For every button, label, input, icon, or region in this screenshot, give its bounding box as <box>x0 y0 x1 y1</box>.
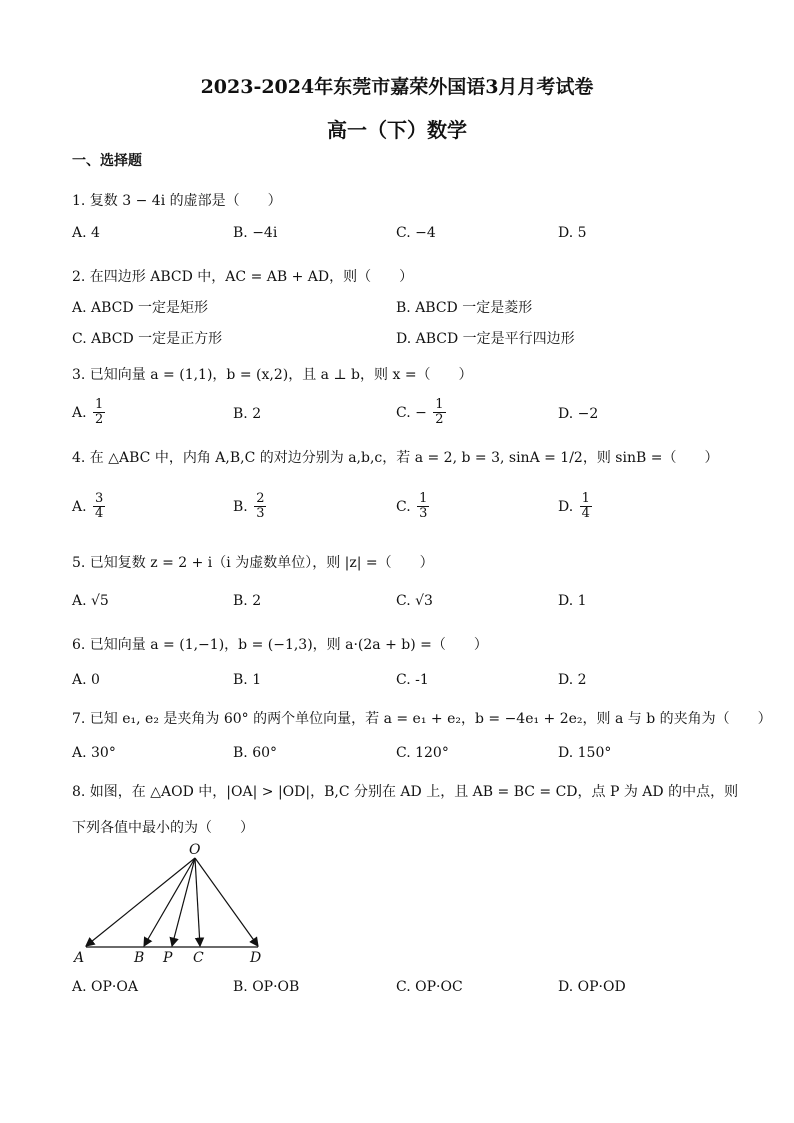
q7-option-a: A. 30° <box>72 745 116 761</box>
q2-option-c: C. ABCD 一定是正方形 <box>72 331 223 347</box>
question-6: 6. 已知向量 a = (1,−1)，b = (−1,3)，则 a·(2a + b) =（ ） <box>72 637 488 653</box>
q7-option-c: C. 120° <box>396 745 449 761</box>
q4-option-a: A. $\frac{3}{4}$ <box>72 491 104 522</box>
q1-option-d: D. 5 <box>558 225 587 241</box>
question-1: 1. 复数 3 − 4i 的虚部是（ ） <box>72 193 282 209</box>
q3-a-fraction: $\frac{1}{2}$ <box>95 397 104 428</box>
exam-subtitle: 高一（下）数学 <box>327 118 467 142</box>
triangle-aod-figure <box>72 838 282 968</box>
q3-option-b: B. 2 <box>233 406 262 422</box>
question-8-line-2: 下列各值中最小的为（ ） <box>72 820 254 836</box>
question-5: 5. 已知复数 z = 2 + i（i 为虚数单位），则 |z| =（ ） <box>72 555 434 571</box>
question-7: 7. 已知 e₁, e₂ 是夹角为 60° 的两个单位向量，若 a = e₁ + e₂，b = −4e₁ + 2e₂，则 a 与 b 的夹角为（ ） <box>72 711 772 727</box>
label-a: A <box>74 950 85 966</box>
q3-option-a: A. $\frac{1}{2}$ <box>72 397 104 428</box>
q1-option-c: C. −4 <box>396 225 436 241</box>
q5-option-c: C. √3 <box>396 593 433 609</box>
q5-option-a: A. √5 <box>72 593 109 609</box>
q4-option-c: C. $\frac{1}{3}$ <box>396 491 428 522</box>
label-c: C <box>193 950 204 966</box>
q6-option-a: A. 0 <box>72 672 100 688</box>
label-o: O <box>189 842 201 858</box>
q2-option-a: A. ABCD 一定是矩形 <box>72 300 209 316</box>
q2-option-d: D. ABCD 一定是平行四边形 <box>396 331 575 347</box>
q7-option-b: B. 60° <box>233 745 278 761</box>
vector-od <box>195 858 258 946</box>
q6-option-c: C. -1 <box>396 672 429 688</box>
q3-option-c: C. − $\frac{1}{2}$ <box>396 397 444 428</box>
q4-option-d: D. $\frac{1}{4}$ <box>558 491 590 522</box>
q3-c-fraction: $\frac{1}{2}$ <box>435 397 444 428</box>
q5-option-d: D. 1 <box>558 593 587 609</box>
q1-option-a: A. 4 <box>72 225 100 241</box>
vector-op <box>172 858 195 946</box>
label-d: D <box>250 950 262 966</box>
question-2: 2. 在四边形 ABCD 中，AC = AB + AD，则（ ） <box>72 269 414 285</box>
q8-option-d: D. OP·OD <box>558 979 626 995</box>
vector-oc <box>195 858 200 946</box>
vector-oa <box>86 858 195 946</box>
q8-option-c: C. OP·OC <box>396 979 463 995</box>
exam-title: 2023-2024年东莞市嘉荣外国语3月月考试卷 <box>200 76 594 98</box>
section-heading: 一、选择题 <box>72 153 142 169</box>
q4-option-b: B. $\frac{2}{3}$ <box>233 491 265 522</box>
question-4: 4. 在 △ABC 中，内角 A,B,C 的对边分别为 a,b,c，若 a = 2, b = 3, sinA = 1/2，则 sinB =（ ） <box>72 450 719 466</box>
q8-option-b: B. OP·OB <box>233 979 300 995</box>
q3-option-d: D. −2 <box>558 406 599 422</box>
q7-option-d: D. 150° <box>558 745 612 761</box>
label-b: B <box>134 950 145 966</box>
q5-option-b: B. 2 <box>233 593 262 609</box>
question-3: 3. 已知向量 a = (1,1)，b = (x,2)，且 a ⊥ b，则 x =（ ） <box>72 367 473 383</box>
q6-option-b: B. 1 <box>233 672 262 688</box>
q1-option-b: B. −4i <box>233 225 278 241</box>
q6-option-d: D. 2 <box>558 672 587 688</box>
vector-ob <box>144 858 195 946</box>
label-p: P <box>163 950 173 966</box>
q8-option-a: A. OP·OA <box>72 979 138 995</box>
question-8: 8. 如图，在 △AOD 中，|OA| > |OD|，B,C 分别在 AD 上，且 AB = BC = CD，点 P 为 AD 的中点，则 <box>72 784 739 800</box>
q2-option-b: B. ABCD 一定是菱形 <box>396 300 533 316</box>
